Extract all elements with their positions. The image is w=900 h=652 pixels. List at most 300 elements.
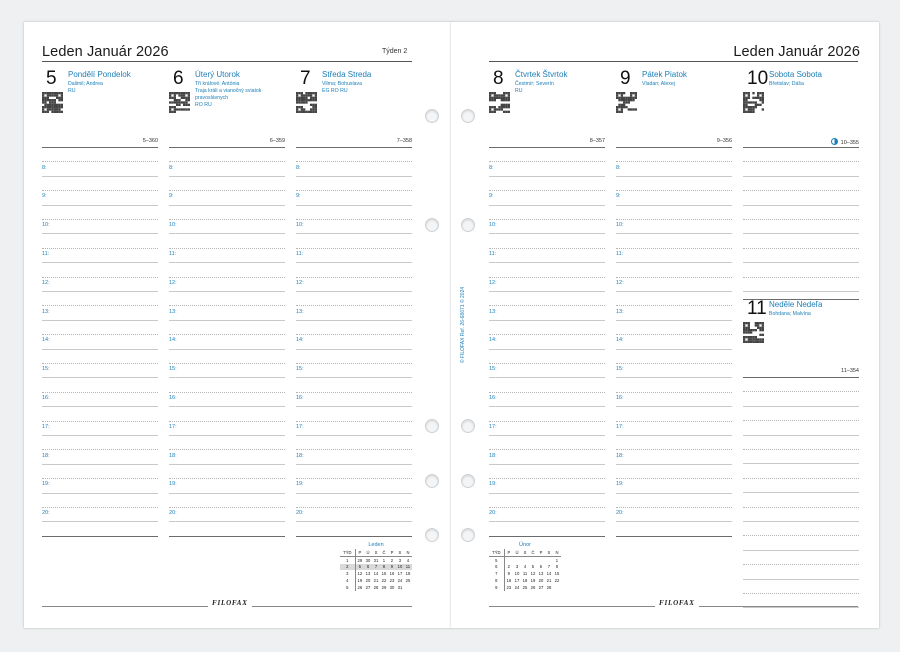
week-number-cell: 8 [489, 577, 504, 584]
hour-line [296, 521, 412, 522]
day-number: 8 [493, 68, 504, 89]
weekday-header: P [504, 549, 513, 556]
name-day-text [195, 81, 287, 109]
mini-calendar-february [489, 542, 561, 591]
half-hour-line [42, 507, 158, 508]
half-hour-line [169, 248, 285, 249]
half-hour-line [296, 161, 412, 162]
date-cell: 14 [546, 571, 552, 577]
date-cell: 23 [389, 578, 395, 584]
week-number-cell: 1 [340, 556, 355, 563]
date-cell: 9 [507, 571, 511, 577]
day-number: 10 [747, 68, 769, 89]
weekday-header: Ú [364, 549, 372, 556]
hour-label: 20: [42, 510, 50, 517]
hour-line [489, 176, 605, 177]
date-cell: 29 [357, 557, 363, 563]
date-cell: 12 [530, 571, 536, 577]
punch-hole [461, 109, 475, 123]
name-day-line: RO RU [195, 102, 212, 108]
hour-line [743, 176, 859, 177]
weekday-header: S [521, 549, 529, 556]
weekday-header: P [388, 549, 396, 556]
day-rule [169, 147, 285, 148]
mini-calendar-week-row [340, 577, 412, 584]
week-number-cell: 2 [340, 564, 355, 571]
half-hour-line [743, 564, 859, 565]
hour-line [489, 233, 605, 234]
half-hour-line [489, 248, 605, 249]
hour-line [42, 521, 158, 522]
half-hour-line [42, 449, 158, 450]
date-cell: 27 [538, 584, 544, 590]
hour-line [489, 377, 605, 378]
day-bottom-rule [42, 536, 158, 537]
date-cell: 30 [389, 584, 395, 590]
half-hour-line [296, 305, 412, 306]
half-hour-line [616, 190, 732, 191]
day-count-text: 9–356 [716, 138, 732, 144]
day-number: 6 [173, 68, 184, 89]
date-cell [504, 556, 513, 563]
hour-line [616, 435, 732, 436]
hour-line [296, 493, 412, 494]
mini-calendar-january [340, 542, 412, 591]
weekday-header: S [396, 549, 404, 556]
hour-label: 12: [489, 279, 497, 286]
date-cell: 10 [514, 571, 520, 577]
date-cell: 3 [398, 557, 402, 563]
hour-line [616, 406, 732, 407]
date-cell: 21 [546, 578, 552, 584]
half-hour-line [296, 219, 412, 220]
day-rule [743, 147, 859, 148]
date-cell: 9 [388, 564, 396, 571]
hour-label: 16: [42, 394, 50, 401]
day-number: 9 [620, 68, 631, 89]
half-hour-line [616, 334, 732, 335]
title-rule [489, 61, 858, 62]
half-hour-line [616, 392, 732, 393]
hour-label: 12: [296, 279, 304, 286]
half-hour-line [296, 449, 412, 450]
punch-hole [461, 528, 475, 542]
hour-line [169, 262, 285, 263]
date-cell: 5 [355, 564, 364, 571]
punch-hole [425, 474, 439, 488]
half-hour-line [743, 420, 859, 421]
date-cell: 20 [538, 578, 544, 584]
date-cell [404, 584, 412, 591]
half-hour-line [169, 392, 285, 393]
half-hour-line [296, 507, 412, 508]
date-cell: 24 [397, 578, 403, 584]
hour-line [296, 291, 412, 292]
punch-hole [425, 218, 439, 232]
hour-label: 10: [489, 222, 497, 229]
hour-line [616, 493, 732, 494]
hour-line [42, 435, 158, 436]
hour-label: 12: [616, 279, 624, 286]
half-hour-line [489, 478, 605, 479]
date-cell [529, 556, 537, 563]
hour-label: 13: [169, 308, 177, 315]
day-rule [616, 147, 732, 148]
week-number-cell: 4 [340, 577, 355, 584]
hour-label: 19: [296, 481, 304, 488]
hour-label: 15: [489, 366, 497, 373]
qr-code-icon [42, 92, 63, 113]
day-column-monday [42, 68, 158, 546]
weekday-header: TÝD [489, 549, 504, 556]
day-number: 11 [747, 298, 767, 319]
date-cell: 21 [373, 578, 379, 584]
hour-label: 16: [489, 394, 497, 401]
name-day-text [322, 81, 414, 95]
half-hour-line [42, 363, 158, 364]
date-cell: 19 [357, 578, 363, 584]
mini-calendar-week-row [340, 564, 412, 571]
weekday-header: TÝD [340, 549, 355, 556]
day-of-year-count [397, 138, 412, 144]
mini-calendar-month: Leden [368, 542, 384, 548]
date-cell: 15 [554, 571, 560, 577]
name-day-line: RU [68, 88, 76, 94]
half-hour-line [169, 507, 285, 508]
date-cell: 5 [531, 564, 535, 570]
half-hour-line [743, 219, 859, 220]
week-number-cell: 5 [340, 584, 355, 591]
date-cell: 3 [515, 564, 519, 570]
hour-line [42, 349, 158, 350]
day-column-wednesday [296, 68, 412, 546]
half-hour-line [616, 421, 732, 422]
hour-line [169, 464, 285, 465]
half-hour-line [616, 305, 732, 306]
name-day-text [769, 81, 861, 88]
half-hour-line [616, 478, 732, 479]
half-hour-line [616, 161, 732, 162]
day-of-year-count [270, 138, 285, 144]
half-hour-line [42, 161, 158, 162]
half-hour-line [169, 305, 285, 306]
hour-label: 13: [296, 308, 304, 315]
date-cell [521, 556, 529, 563]
hour-line [169, 176, 285, 177]
day-rule [489, 147, 605, 148]
hour-line [489, 262, 605, 263]
day-bottom-rule [489, 536, 605, 537]
week-number-cell: 3 [340, 570, 355, 577]
half-hour-line [489, 421, 605, 422]
hour-label: 12: [169, 279, 177, 286]
hour-line [616, 377, 732, 378]
hour-label: 20: [169, 510, 177, 517]
half-hour-line [743, 190, 859, 191]
mini-calendar-grid [340, 549, 412, 591]
filofax-logo: FILOFAX [655, 599, 699, 607]
half-hour-line [616, 277, 732, 278]
hour-label: 16: [169, 394, 177, 401]
name-day-text [68, 81, 160, 95]
date-cell: 13 [365, 571, 371, 577]
day-column-tuesday [169, 68, 285, 546]
name-day-line: Břetislav; Dáša [769, 81, 804, 87]
hour-line [743, 521, 859, 522]
mini-calendar-week-row [489, 564, 561, 571]
hour-label: 19: [616, 481, 624, 488]
name-day-text [769, 311, 861, 318]
hour-line [743, 579, 859, 580]
hour-label: 14: [296, 337, 304, 344]
half-hour-line [489, 363, 605, 364]
hour-label: 8: [489, 164, 494, 171]
date-cell: 28 [373, 584, 379, 590]
mini-calendar-header-row [340, 549, 412, 556]
half-hour-line [296, 392, 412, 393]
weekday-header: S [545, 549, 553, 556]
hour-line [743, 492, 859, 493]
half-hour-line [489, 190, 605, 191]
hour-line [489, 406, 605, 407]
hour-label: 17: [616, 423, 624, 430]
name-day-line: Traja králi a vianočný sviatok pravoslávnych [195, 88, 262, 101]
hour-line [743, 435, 859, 436]
left-page [24, 22, 452, 628]
half-hour-line [743, 535, 859, 536]
hour-label: 8: [296, 164, 301, 171]
name-day-line: Vladan; Alexej [642, 81, 675, 87]
hour-line [616, 262, 732, 263]
date-cell [537, 556, 545, 563]
day-name: Úterý Utorok [195, 70, 240, 79]
half-hour-line [42, 219, 158, 220]
hour-label: 9: [169, 193, 174, 200]
mini-calendar-week-row [489, 584, 561, 591]
hour-line [169, 493, 285, 494]
hour-line [489, 320, 605, 321]
hour-label: 17: [42, 423, 50, 430]
hour-label: 13: [489, 308, 497, 315]
half-hour-line [169, 190, 285, 191]
hour-line [42, 233, 158, 234]
day-rule [42, 147, 158, 148]
week-number-cell: 7 [489, 570, 504, 577]
weekday-header: Ú [513, 549, 521, 556]
hour-line [489, 291, 605, 292]
hour-label: 14: [616, 337, 624, 344]
day-name: Pátek Piatok [642, 70, 687, 79]
day-column-thursday [489, 68, 605, 546]
moon-phase-icon [831, 138, 838, 145]
date-cell: 8 [380, 564, 388, 571]
day-rule [296, 147, 412, 148]
half-hour-line [169, 334, 285, 335]
half-hour-line [296, 248, 412, 249]
hour-label: 19: [42, 481, 50, 488]
hour-label: 19: [169, 481, 177, 488]
day-column-saturday [743, 68, 859, 248]
day-of-year-count [143, 138, 158, 144]
day-bottom-rule [169, 536, 285, 537]
day-of-year-count [590, 138, 605, 144]
day-column-sunday [743, 298, 859, 548]
date-cell: 10 [397, 564, 403, 570]
half-hour-line [489, 392, 605, 393]
title-rule [42, 61, 412, 62]
week-number-cell: 9 [489, 584, 504, 591]
date-cell: 4 [406, 557, 410, 563]
date-cell: 11 [522, 571, 528, 577]
hour-label: 18: [616, 452, 624, 459]
half-hour-line [743, 391, 859, 392]
half-hour-line [296, 334, 412, 335]
date-cell: 12 [357, 571, 363, 577]
hour-label: 9: [42, 193, 47, 200]
half-hour-line [743, 248, 859, 249]
half-hour-line [169, 421, 285, 422]
hour-label: 12: [42, 279, 50, 286]
date-cell: 11 [405, 564, 411, 570]
hour-label: 18: [169, 452, 177, 459]
hour-label: 8: [42, 164, 47, 171]
half-hour-line [489, 277, 605, 278]
hour-label: 16: [296, 394, 304, 401]
day-count-text: 5–360 [142, 138, 158, 144]
hour-label: 11: [42, 250, 50, 257]
hour-label: 20: [489, 510, 497, 517]
hour-label: 9: [296, 193, 301, 200]
week-number: Týden 2 [382, 48, 408, 55]
hour-line [489, 349, 605, 350]
date-cell [513, 556, 521, 563]
mini-calendar-week-row [489, 556, 561, 563]
hour-line [42, 291, 158, 292]
hour-line [489, 435, 605, 436]
date-cell: 16 [506, 578, 512, 584]
date-cell: 18 [522, 578, 528, 584]
mini-calendar-week-row [340, 556, 412, 563]
hour-line [296, 377, 412, 378]
date-cell: 17 [514, 578, 520, 584]
half-hour-line [42, 277, 158, 278]
name-day-line: EG RO RU [322, 88, 348, 94]
date-cell: 8 [555, 564, 559, 570]
hour-line [743, 607, 859, 608]
date-cell: 26 [530, 584, 536, 590]
date-cell: 2 [507, 564, 511, 570]
hour-line [42, 320, 158, 321]
half-hour-line [296, 277, 412, 278]
hour-label: 13: [42, 308, 50, 315]
date-cell: 30 [365, 557, 371, 563]
day-name: Středa Streda [322, 70, 372, 79]
name-day-line: Tři králové; Antónia [195, 81, 240, 87]
date-cell: 31 [397, 584, 403, 590]
date-cell: 14 [373, 571, 379, 577]
hour-label: 17: [169, 423, 177, 430]
date-cell: 29 [381, 584, 387, 590]
half-hour-line [743, 277, 859, 278]
hour-line [616, 233, 732, 234]
hour-line [169, 320, 285, 321]
half-hour-line [169, 277, 285, 278]
date-cell [545, 556, 553, 563]
hour-label: 18: [42, 452, 50, 459]
hour-label: 18: [489, 452, 497, 459]
half-hour-line [42, 478, 158, 479]
date-cell: 4 [523, 564, 527, 570]
half-hour-line [296, 421, 412, 422]
punch-hole [425, 419, 439, 433]
date-cell: 22 [554, 578, 560, 584]
hour-line [296, 262, 412, 263]
half-hour-line [489, 334, 605, 335]
half-hour-line [743, 478, 859, 479]
hour-line [169, 406, 285, 407]
half-hour-line [169, 219, 285, 220]
hour-line [42, 464, 158, 465]
hour-line [296, 464, 412, 465]
day-count-text: 8–357 [589, 138, 605, 144]
hour-label: 10: [169, 222, 177, 229]
hour-line [169, 205, 285, 206]
punch-hole [461, 474, 475, 488]
punch-hole [461, 218, 475, 232]
weekday-header: N [404, 549, 412, 556]
hour-line [743, 291, 859, 292]
half-hour-line [169, 161, 285, 162]
half-hour-line [42, 334, 158, 335]
qr-code-icon [743, 92, 764, 113]
date-cell: 17 [397, 571, 403, 577]
hour-label: 14: [42, 337, 50, 344]
half-hour-line [42, 392, 158, 393]
day-count-text: 6–359 [269, 138, 285, 144]
half-hour-line [42, 248, 158, 249]
name-day-line: Čestmír; Severín [515, 81, 554, 87]
mini-calendar-week-row [340, 584, 412, 591]
hour-line [743, 550, 859, 551]
day-count-text: 7–358 [396, 138, 412, 144]
hour-label: 10: [42, 222, 50, 229]
hour-line [169, 377, 285, 378]
half-hour-line [42, 190, 158, 191]
date-cell: 31 [373, 557, 379, 563]
date-cell: 7 [372, 564, 380, 571]
half-hour-line [169, 449, 285, 450]
half-hour-line [169, 363, 285, 364]
half-hour-line [296, 363, 412, 364]
date-cell: 6 [539, 564, 543, 570]
hour-line [42, 205, 158, 206]
hour-line [296, 205, 412, 206]
hour-line [42, 262, 158, 263]
date-cell: 23 [506, 584, 512, 590]
hour-line [616, 320, 732, 321]
half-hour-line [489, 305, 605, 306]
date-cell: 18 [405, 571, 411, 577]
hour-label: 15: [616, 366, 624, 373]
half-hour-line [489, 507, 605, 508]
hour-label: 11: [296, 250, 304, 257]
hour-label: 11: [169, 250, 177, 257]
hour-label: 10: [296, 222, 304, 229]
hour-line [296, 349, 412, 350]
hour-label: 15: [296, 366, 304, 373]
half-hour-line [616, 449, 732, 450]
hour-line [743, 233, 859, 234]
